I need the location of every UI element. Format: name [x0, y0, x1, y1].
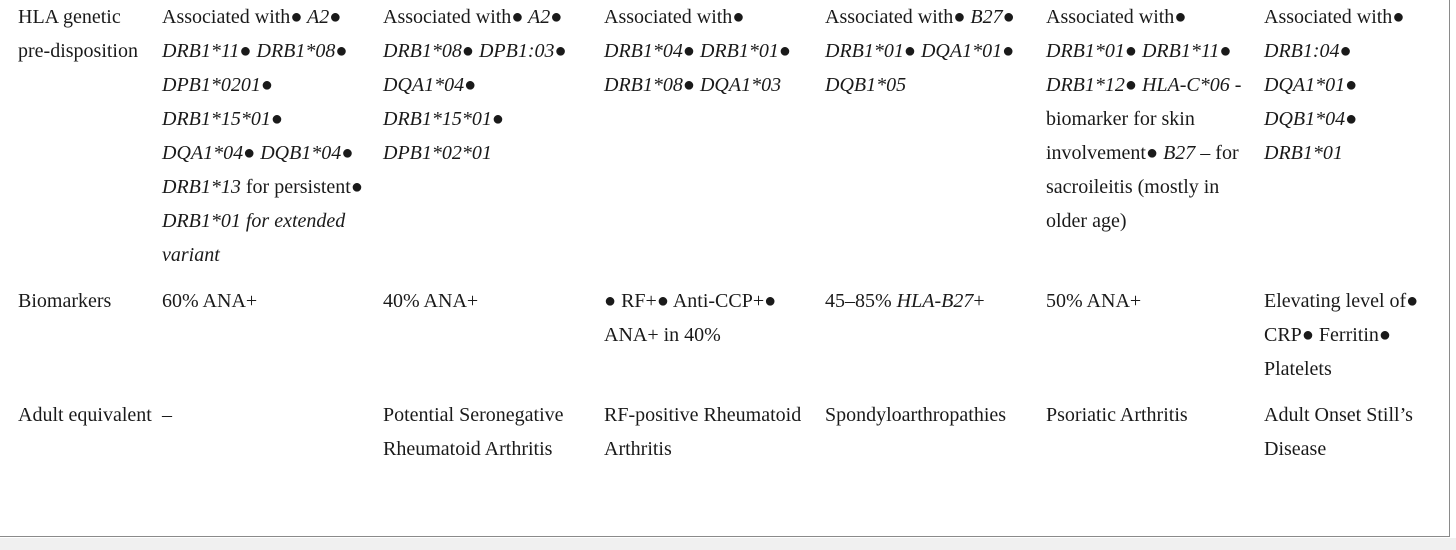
bullet-mark: ● — [461, 40, 474, 62]
bullet-mark: ● — [1002, 40, 1015, 62]
cell-text: Potential Seronegative Rheumatoid Arthritis — [383, 404, 564, 460]
cell-text: Platelets — [1264, 358, 1332, 380]
table-cell — [376, 398, 597, 466]
bullet-mark: ● — [682, 74, 695, 96]
cell-text: - biomarker for skin involvement — [1046, 74, 1242, 164]
table-cell — [1039, 398, 1257, 466]
cell-text: DQA1*04 — [383, 74, 465, 96]
row-header-adult-equivalent: Adult equivalent — [18, 404, 152, 426]
table-cell — [155, 398, 376, 466]
bullet-mark: ● — [1219, 40, 1232, 62]
table-cell — [818, 284, 1039, 398]
table-cell — [376, 0, 597, 284]
cell-text: ANA+ in 40% — [604, 324, 721, 346]
cell-text: 60% ANA+ — [162, 290, 258, 312]
bullet-mark: ● — [903, 40, 916, 62]
bullet-mark: ● — [1392, 6, 1405, 28]
cell-text: DRB1*13 — [162, 176, 241, 198]
cell-text: DPB1*02*01 — [383, 142, 492, 164]
cell-text: Elevating level of — [1264, 290, 1407, 312]
table-cell — [597, 284, 818, 398]
bullet-mark: ● — [260, 74, 273, 96]
bullet-mark: ● — [290, 6, 303, 28]
bullet-mark: ● — [682, 40, 695, 62]
bullet-mark: ● — [1124, 40, 1137, 62]
cell-text: DRB1*01 — [825, 40, 904, 62]
cell-text: – — [162, 404, 172, 426]
bullet-mark: ● — [732, 6, 745, 28]
bullet-mark: ● — [464, 74, 477, 96]
cell-text: DQA1*04 — [162, 142, 244, 164]
bullet-mark: ● — [554, 40, 567, 62]
cell-text: A2 — [302, 6, 330, 28]
cell-text: RF-positive Rheumatoid Arthritis — [604, 404, 802, 460]
table-cell — [597, 0, 818, 284]
bullet-mark: ● — [550, 6, 563, 28]
bullet-mark: ● — [491, 108, 504, 130]
cell-text: HLA-B27 — [896, 290, 974, 312]
cell-text: DRB1*04 — [604, 40, 683, 62]
bullet-mark: ● — [350, 176, 363, 198]
cell-text: DQB1*05 — [825, 74, 907, 96]
cell-text: DQB1*04 — [255, 142, 342, 164]
table-cell — [1257, 398, 1441, 466]
bullet-mark: ● — [778, 40, 791, 62]
cell-text: DRB1*01 — [1264, 142, 1343, 164]
row-header-biomarkers: Biomarkers — [18, 290, 112, 312]
table-cell — [597, 398, 818, 466]
cell-text: Spondyloarthropathies — [825, 404, 1007, 426]
table-cell — [155, 284, 376, 398]
cell-text: B27 — [965, 6, 1003, 28]
table-cell — [1039, 284, 1257, 398]
bullet-mark: ● — [656, 290, 669, 312]
cell-text: DRB1*08 — [383, 40, 462, 62]
cell-text: HLA-C*06 — [1136, 74, 1230, 96]
cell-text: 50% ANA+ — [1046, 290, 1142, 312]
bullet-mark: ● — [1378, 324, 1391, 346]
cell-text: DRB1*11 — [162, 40, 240, 62]
table-row-adult-equivalent — [11, 398, 1441, 466]
cell-text: Anti-CCP+ — [668, 290, 765, 312]
cell-text: DQB1*04 — [1264, 108, 1346, 130]
cell-text: CRP — [1264, 324, 1302, 346]
bullet-mark: ● — [239, 40, 252, 62]
bullet-mark: ● — [1145, 142, 1159, 164]
cell-text: DRB1:04 — [1264, 40, 1340, 62]
cell-text: DRB1*08 — [604, 74, 683, 96]
bullet-mark: ● — [764, 290, 777, 312]
cell-text: Associated with — [383, 6, 512, 28]
cell-text: DQA1*03 — [694, 74, 782, 96]
bottom-strip — [0, 538, 1456, 550]
bullet-mark: ● — [511, 6, 524, 28]
table-cell — [1257, 284, 1441, 398]
cell-text: DRB1*01 for extended variant — [162, 210, 346, 266]
bullet-mark: ● — [1345, 74, 1358, 96]
bullet-mark: ● — [270, 108, 283, 130]
cell-text: DPB1*0201 — [162, 74, 261, 96]
cell-text: Associated with — [1046, 6, 1175, 28]
comparison-table — [11, 0, 1441, 466]
table-cell — [818, 398, 1039, 466]
cell-text: Ferritin — [1313, 324, 1379, 346]
cell-text: DRB1*15*01 — [162, 108, 271, 130]
cell-text: Psoriatic Arthritis — [1046, 404, 1188, 426]
cell-text: DRB1*01 — [694, 40, 779, 62]
bullet-mark: ● — [1002, 6, 1015, 28]
cell-text: DQA1*01 — [1264, 74, 1346, 96]
cell-text: 40% ANA+ — [383, 290, 479, 312]
table-cell — [376, 284, 597, 398]
table-cell — [818, 0, 1039, 284]
cell-text: Associated with — [825, 6, 954, 28]
row-header-hla: HLA genetic pre-disposition — [18, 6, 138, 62]
bullet-mark: ● — [604, 290, 617, 312]
cell-text: DQA1*01 — [915, 40, 1003, 62]
table-cell — [1039, 0, 1257, 284]
bullet-mark: ● — [335, 40, 348, 62]
cell-text: DRB1*01 — [1046, 40, 1125, 62]
table-row-biomarkers — [11, 284, 1441, 398]
table-cell — [155, 0, 376, 284]
cell-text: + — [973, 290, 985, 312]
cell-text: Adult Onset Still’s Disease — [1264, 404, 1413, 460]
bullet-mark: ● — [1339, 40, 1352, 62]
cell-text: Associated with — [1264, 6, 1393, 28]
bullet-mark: ● — [329, 6, 342, 28]
bullet-mark: ● — [1124, 74, 1137, 96]
cell-text: DPB1:03 — [473, 40, 555, 62]
cell-text: Associated with — [162, 6, 291, 28]
cell-text: 45–85% — [825, 290, 897, 312]
bullet-mark: ● — [953, 6, 966, 28]
bullet-mark: ● — [341, 142, 354, 164]
cell-text: Associated with — [604, 6, 733, 28]
bullet-mark: ● — [1406, 290, 1419, 312]
cell-text: DRB1*11 — [1136, 40, 1220, 62]
bullet-mark: ● — [1301, 324, 1314, 346]
cell-text: A2 — [523, 6, 551, 28]
bullet-mark: ● — [1345, 108, 1358, 130]
bullet-mark: ● — [243, 142, 256, 164]
cell-text: for persistent — [240, 176, 351, 198]
bullet-mark: ● — [1174, 6, 1187, 28]
cell-text: DRB1*12 — [1046, 74, 1125, 96]
cell-text: – for sacroileitis (mostly in older age) — [1046, 142, 1239, 232]
cell-text: RF+ — [616, 290, 657, 312]
cell-text: DRB1*08 — [251, 40, 336, 62]
cell-text: DRB1*15*01 — [383, 108, 492, 130]
table-row-hla — [11, 0, 1441, 284]
table-cell — [1257, 0, 1441, 284]
cell-text: B27 — [1158, 142, 1196, 164]
